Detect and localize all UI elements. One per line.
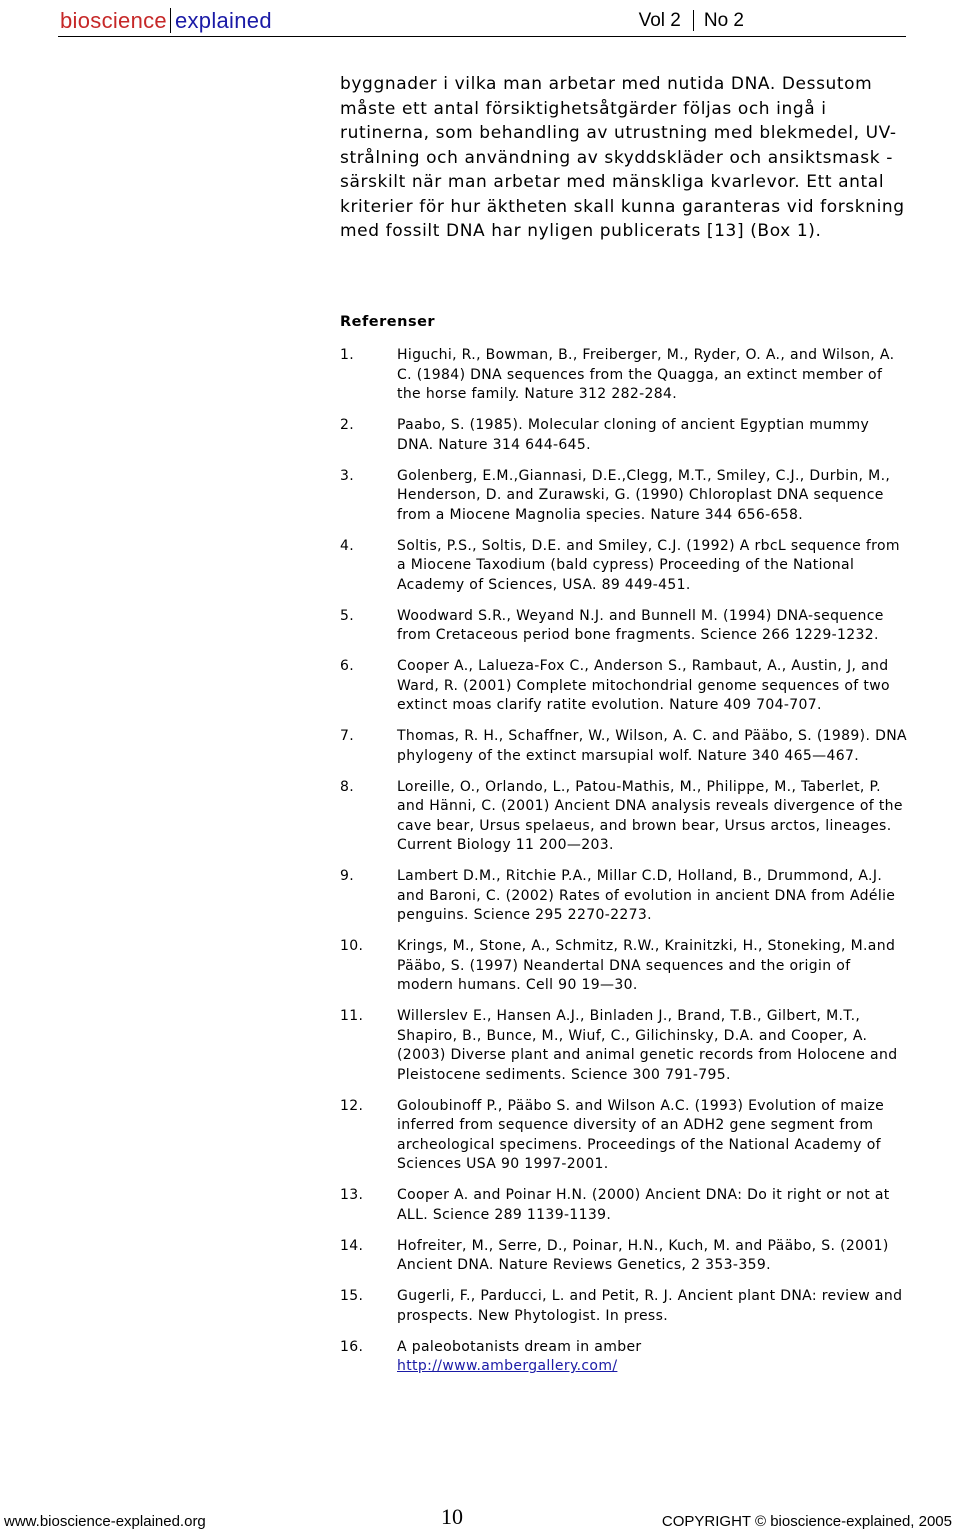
- reference-number: 10.: [340, 938, 364, 954]
- brand-science: science: [90, 8, 171, 33]
- reference-text: Soltis, P.S., Soltis, D.E. and Smiley, C.J. (1992) A rbcL sequence from a Miocene Taxodium (bald cypress) Proceeding of the National Academy of Sciences, USA. 89 449-451.: [397, 537, 900, 593]
- reference-number: 6.: [340, 658, 355, 674]
- reference-item: [340, 1007, 910, 1085]
- reference-item: [340, 1237, 910, 1276]
- reference-text: Golenberg, E.M.,Giannasi, D.E.,Clegg, M.T., Smiley, C.J., Durbin, M., Henderson, D. and Zurawski, G. (1990) Chloroplast DNA sequence from a Miocene Magnolia species. Nature 344 656-658.: [397, 467, 891, 523]
- reference-text: Cooper A., Lalueza-Fox C., Anderson S., Rambaut, A., Austin, J, and Ward, R. (2001) Complete mitochondrial genome sequences of two extinct moas clarify ratite evolution. Nature 409 704-707.: [397, 658, 890, 713]
- reference-item: [340, 727, 910, 766]
- body-paragraph: byggnader i vilka man arbetar med nutida DNA. Dessutom måste ett antal försiktighetsåtgärder följas och ingå i rutinerna, som behandling av utrustning med blekmedel, UV-strålning och användning av skyddskläder och ansiktsmask - särskilt när man arbetar med mänskliga kvarlevor. Ett antal kriterier för hur äktheten skall kunna garanteras vid forskning med fossilt DNA har nyligen publicerats [13] (Box 1).: [340, 74, 905, 241]
- reference-text: Woodward S.R., Weyand N.J. and Bunnell M. (1994) DNA-sequence from Cretaceous period bone fragments. Science 266 1229-1232.: [397, 607, 884, 643]
- reference-item: [340, 1186, 910, 1225]
- brand-bio: bio: [60, 8, 91, 33]
- reference-text: Gugerli, F., Parducci, L. and Petit, R. J. Ancient plant DNA: review and prospects. New Phytologist. In press.: [397, 1288, 903, 1324]
- reference-number: 9.: [340, 868, 355, 884]
- reference-item: [340, 1287, 910, 1326]
- reference-text: Goloubinoff P., Pääbo S. and Wilson A.C. (1993) Evolution of maize inferred from sequence diversity of an ADH2 gene segment from archeological specimens. Proceedings of the National Academy of Sciences USA 90 1997-2001.: [397, 1097, 885, 1172]
- reference-item: [340, 867, 910, 926]
- reference-number: 14.: [340, 1237, 364, 1254]
- reference-number: 4.: [340, 537, 355, 554]
- reference-text: Krings, M., Stone, A., Schmitz, R.W., Krainitzki, H., Stoneking, M.and Pääbo, S. (1997) Neandertal DNA sequences and the origin of modern humans. Cell 90 19—30.: [397, 938, 896, 993]
- issue-number-label: No 2: [703, 10, 744, 31]
- reference-number: 7.: [340, 728, 355, 744]
- reference-item: [340, 346, 910, 405]
- reference-number: 11.: [340, 1008, 364, 1024]
- volume-label: Vol 2: [639, 10, 694, 31]
- reference-item: [340, 467, 910, 526]
- reference-text: Higuchi, R., Bowman, B., Freiberger, M., Ryder, O. A., and Wilson, A. C. (1984) DNA sequences from the Quagga, an extinct member of the horse family. Nature 312 282-284.: [397, 347, 895, 402]
- brand-explained: explained: [174, 8, 272, 33]
- issue-info: [639, 10, 744, 32]
- footer-site-url: www.bioscience-explained.org: [4, 1513, 206, 1530]
- reference-item: [340, 537, 910, 596]
- reference-number: 16.: [340, 1338, 364, 1355]
- reference-item: [340, 778, 910, 856]
- footer-copyright: COPYRIGHT © bioscience-explained, 2005: [661, 1513, 952, 1530]
- page-number: 10: [441, 1504, 463, 1529]
- reference-item: [340, 937, 910, 996]
- reference-number: 13.: [340, 1187, 364, 1203]
- reference-number: 15.: [340, 1288, 364, 1304]
- reference-number: 1.: [340, 347, 355, 363]
- reference-item: [340, 1097, 910, 1175]
- brand-logo: [60, 8, 272, 34]
- reference-text: Hofreiter, M., Serre, D., Poinar, H.N., Kuch, M. and Pääbo, S. (2001) Ancient DNA. Nature Reviews Genetics, 2 353-359.: [397, 1237, 889, 1273]
- reference-text: Paabo, S. (1985). Molecular cloning of ancient Egyptian mummy DNA. Nature 314 644-645.: [397, 417, 870, 453]
- reference-text: Loreille, O., Orlando, L., Patou-Mathis, M., Philippe, M., Taberlet, P. and Hänni, C. (2001) Ancient DNA analysis reveals divergence of the cave bear, Ursus spelaeus, and brown bear, Ursus arctos, lineages. Current Biology 11 200—203.: [397, 778, 903, 853]
- reference-list: [340, 346, 910, 1388]
- reference-number: 2.: [340, 417, 355, 433]
- reference-number: 5.: [340, 607, 355, 624]
- reference-number: 8.: [340, 778, 355, 795]
- reference-item: [340, 657, 910, 716]
- page-header: [58, 0, 906, 37]
- reference-item: [340, 1338, 910, 1377]
- reference-text: A paleobotanists dream in amber: [397, 1338, 642, 1355]
- reference-number: 12.: [340, 1097, 364, 1114]
- ambergallery-link[interactable]: http://www.ambergallery.com/: [397, 1358, 618, 1374]
- reference-number: 3.: [340, 467, 355, 484]
- reference-item: [340, 607, 910, 646]
- reference-text: Cooper A. and Poinar H.N. (2000) Ancient DNA: Do it right or not at ALL. Science 289 1139-1139.: [397, 1187, 890, 1223]
- reference-item: [340, 416, 910, 455]
- page-footer: [0, 1500, 960, 1531]
- references-heading: Referenser: [340, 314, 436, 330]
- reference-text: Willerslev E., Hansen A.J., Binladen J., Brand, T.B., Gilbert, M.T., Shapiro, B., Bunce, M., Wiuf, C., Gilichinsky, D.A. and Cooper, A. (2003) Diverse plant and animal genetic records from Holocene and Pleistocene sediments. Science 300 791-795.: [397, 1008, 898, 1083]
- reference-text: Lambert D.M., Ritchie P.A., Millar C.D, Holland, B., Drummond, A.J. and Baroni, C. (2002) Rates of evolution in ancient DNA from Adélie penguins. Science 295 2270-2273.: [397, 868, 896, 923]
- reference-text: Thomas, R. H., Schaffner, W., Wilson, A. C. and Pääbo, S. (1989). DNA phylogeny of the extinct marsupial wolf. Nature 340 465—467.: [397, 728, 907, 764]
